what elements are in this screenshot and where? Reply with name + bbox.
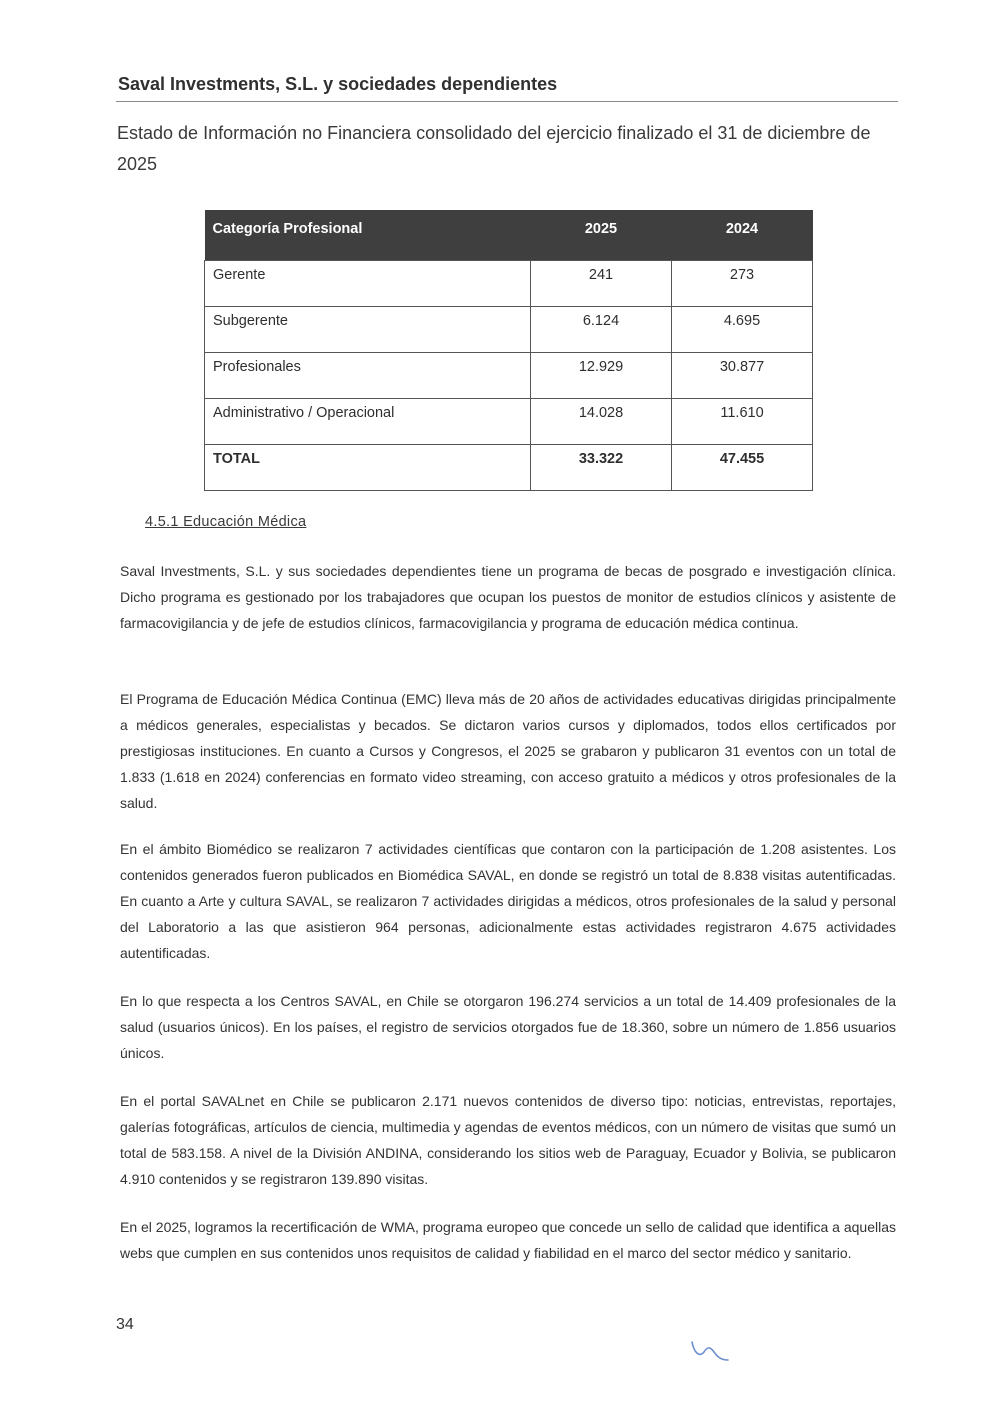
- total-2024: 47.455: [672, 445, 813, 491]
- signature-initials: [690, 1338, 734, 1364]
- report-subtitle: Estado de Información no Financiera consolidado del ejercicio finalizado el 31 de diciembre de 2025: [117, 123, 871, 174]
- row-label: Profesionales: [205, 353, 531, 399]
- paragraph-becas: Saval Investments, S.L. y sus sociedades dependientes tiene un programa de becas de posgrado e investigación clínica. Dicho programa es gestionado por los trabajadores que ocupan los puestos de monitor de estudios clínicos y asistente de farmacovigilancia y de jefe de estudios clínicos, farmacovigilancia y programa de educación médica continua.: [120, 563, 896, 631]
- column-header-2025: 2025: [531, 210, 672, 261]
- table-header-row: [205, 210, 813, 261]
- table-row: [205, 353, 813, 399]
- value-2024: 4.695: [672, 307, 813, 353]
- table-total-row: [205, 445, 813, 491]
- table-row: [205, 307, 813, 353]
- professional-category-table: [204, 210, 813, 491]
- company-title: Saval Investments, S.L. y sociedades dependientes: [118, 74, 558, 94]
- value-2025: 6.124: [531, 307, 672, 353]
- paragraph-wma: En el 2025, logramos la recertificación de WMA, programa europeo que concede un sello de calidad que identifica a aquellas webs que cumplen en sus contenidos unos requisitos de calidad y fiabilidad en el marco del sector médico y sanitario.: [120, 1219, 896, 1261]
- section-heading: 4.5.1 Educación Médica: [145, 514, 307, 530]
- column-header-category: Categoría Profesional: [205, 210, 531, 261]
- total-2025: 33.322: [531, 445, 672, 491]
- value-2024: 273: [672, 261, 813, 307]
- value-2024: 11.610: [672, 399, 813, 445]
- column-header-2024: 2024: [672, 210, 813, 261]
- value-2025: 241: [531, 261, 672, 307]
- table-row: [205, 261, 813, 307]
- paragraph-biomedico: En el ámbito Biomédico se realizaron 7 actividades científicas que contaron con la participación de 1.208 asistentes. Los contenidos generados fueron publicados en Biomédica SAVAL, en donde se registró un total de 8.838 visitas autentificadas. En cuanto a Arte y cultura SAVAL, se realizaron 7 actividades dirigidas a médicos, otros profesionales de la salud y personal del Laboratorio a las que asistieron 964 personas, adicionalmente estas actividades registraron 4.675 actividades autentificadas.: [120, 841, 896, 961]
- value-2024: 30.877: [672, 353, 813, 399]
- page-number: 34: [116, 1316, 134, 1333]
- row-label: Gerente: [205, 261, 531, 307]
- value-2025: 12.929: [531, 353, 672, 399]
- value-2025: 14.028: [531, 399, 672, 445]
- paragraph-emc: El Programa de Educación Médica Continua (EMC) lleva más de 20 años de actividades educativas dirigidas principalmente a médicos generales, especialistas y becados. Se dictaron varios cursos y diplomados, todos ellos certificados por prestigiosas instituciones. En cuanto a Cursos y Congresos, el 2025 se grabaron y publicaron 31 eventos con un total de 1.833 (1.618 en 2024) conferencias en formato video streaming, con acceso gratuito a médicos y otros profesionales de la salud.: [120, 691, 896, 811]
- table-row: [205, 399, 813, 445]
- row-label: Subgerente: [205, 307, 531, 353]
- paragraph-savalnet: En el portal SAVALnet en Chile se publicaron 2.171 nuevos contenidos de diverso tipo: noticias, entrevistas, reportajes, galerías fotográficas, artículos de ciencia, multimedia y agendas de eventos médicos, con un número de visitas que sumó un total de 583.158. A nivel de la División ANDINA, considerando los sitios web de Paraguay, Ecuador y Bolivia, se publicaron 4.910 contenidos y se registraron 139.890 visitas.: [120, 1093, 896, 1187]
- header-rule: [116, 101, 898, 102]
- paragraph-centros-saval: En lo que respecta a los Centros SAVAL, en Chile se otorgaron 196.274 servicios a un total de 14.409 profesionales de la salud (usuarios únicos). En los países, el registro de servicios otorgados fue de 18.360, sobre un número de 1.856 usuarios únicos.: [120, 993, 896, 1061]
- row-label: Administrativo / Operacional: [205, 399, 531, 445]
- total-label: TOTAL: [205, 445, 531, 491]
